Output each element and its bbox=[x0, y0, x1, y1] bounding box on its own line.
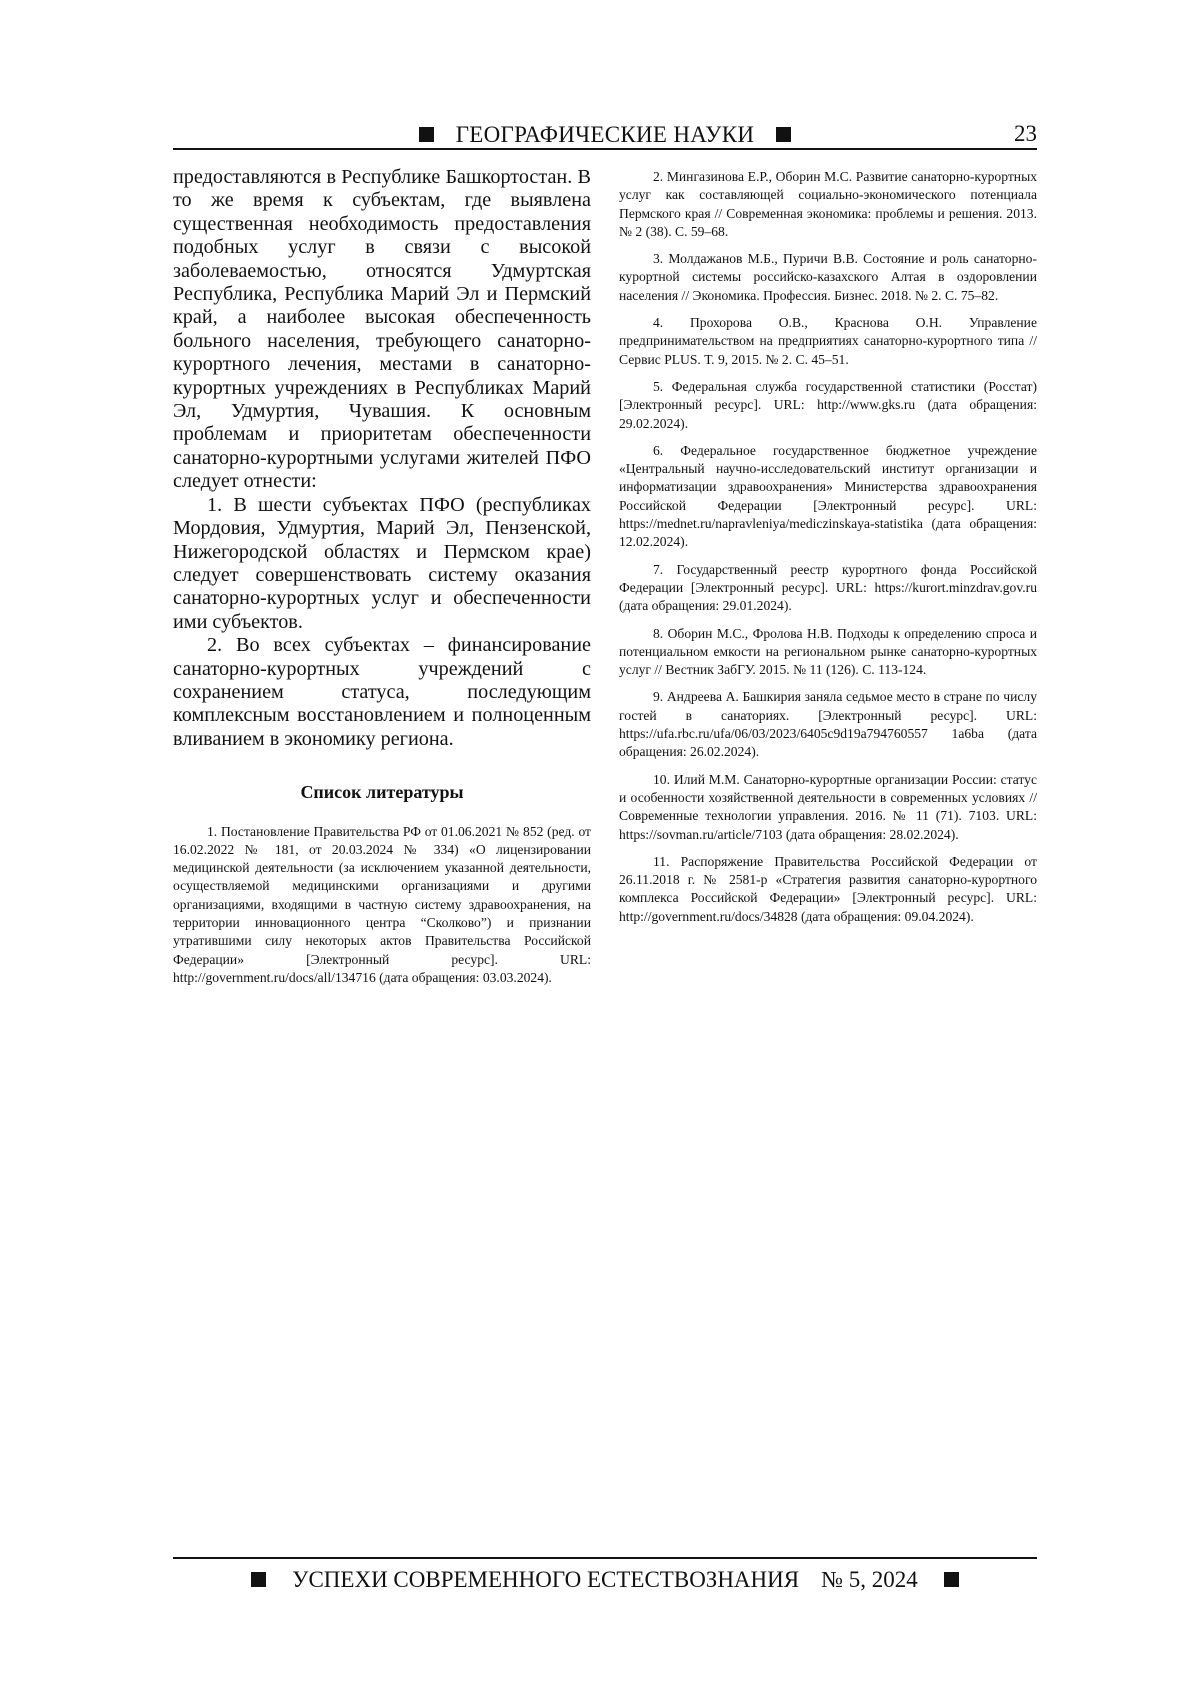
journal-title: УСПЕХИ СОВРЕМЕННОГО ЕСТЕСТВОЗНАНИЯ bbox=[292, 1567, 800, 1592]
running-header bbox=[173, 118, 1037, 150]
footer-line bbox=[173, 1567, 1037, 1593]
reference-item: 7. Государственный реестр курортного фонда Российской Федерации [Электронный ресурс]. URL: https://kurort.minzdrav.gov.ru (дата обращения: 29.01.2024). bbox=[619, 561, 1037, 614]
reference-item: 6. Федеральное государственное бюджетное учреждение «Центральный научно-исследовательский институт организации и информатизации здравоохранения» Министерства здравоохранения Российской Федерации [Электронный ресурс]. URL: https://mednet.ru/napravleniya/mediczinskaya-statistika (дата обращения: 12.02.2024). bbox=[619, 442, 1037, 550]
section-title: ГЕОГРАФИЧЕСКИЕ НАУКИ bbox=[455, 122, 755, 147]
reference-item: 4. Прохорова О.В., Краснова О.Н. Управление предпринимательством на предприятиях санаторно-курортного типа // Сервис PLUS. Т. 9, 2015. № 2. С. 45–51. bbox=[619, 315, 1037, 367]
square-bullet-icon bbox=[944, 1572, 959, 1587]
running-footer bbox=[173, 1557, 1037, 1593]
square-bullet-icon bbox=[776, 127, 791, 142]
reference-item: 1. Постановление Правительства РФ от 01.06.2021 № 852 (ред. от 16.02.2022 № 181, от 20.03.2024 № 334) «О лицензировании медицинской деятельности (за исключением указанной деятельности, осуществляемой медицинскими организациями и другими организациями, входящими в частную систему здравоохранения, на территории инновационного центра “Сколково”) и признании утратившими силу некоторых актов Правительства Российской Федерации» [Электронный ресурс]. URL: http://government.ru/docs/all/134716 (дата обращения: 03.03.2024). bbox=[173, 823, 591, 985]
body-paragraph: 2. Во всех субъектах – финансирование санаторно-курортных учреждений с сохранением статуса, последующим комплексным восстановлением и полноценным вливанием в экономику региона. bbox=[173, 634, 591, 750]
reference-item: 8. Оборин М.С., Фролова Н.В. Подходы к определению спроса и потенциальном емкости на региональном рынке санаторно-курортных услуг // Вестник ЗабГУ. 2015. № 11 (126). С. 113-124. bbox=[619, 625, 1037, 678]
square-bullet-icon bbox=[419, 127, 434, 142]
reference-item: 3. Молдажанов М.Б., Пуричи В.В. Состояние и роль санаторно-курортной системы российско-казахского Алтая в оздоровлении населения // Экономика. Профессия. Бизнес. 2018. № 2. С. 75–82. bbox=[619, 251, 1037, 303]
reference-item: 5. Федеральная служба государственной статистики (Росстат) [Электронный ресурс]. URL: http://www.gks.ru (дата обращения: 29.02.2024). bbox=[619, 378, 1037, 431]
body-paragraph: предоставляются в Республике Башкортостан. В то же время к субъектам, где выявлена существенная необходимость предоставления подобных услуг в связи с высокой заболеваемостью, относятся Удмуртская Республика, Республика Марий Эл и Пермский край, а наиболее высокая обеспеченность больного населения, требующего санаторно-курортного лечения, местами в санаторно-курортных учреждениях в Республиках Марий Эл, Удмуртия, Чувашия. К основным проблемам и приоритетам обеспеченности санаторно-курортными услугами жителей ПФО следует отнести: bbox=[173, 166, 591, 493]
body-paragraph: 1. В шести субъектах ПФО (республиках Мордовия, Удмуртия, Марий Эл, Пензенской, Нижегородской областях и Пермском крае) следует совершенствовать систему оказания санаторно-курортных услуг и обеспеченности ими субъектов. bbox=[173, 493, 591, 633]
reference-item: 10. Илий М.М. Санаторно-курортные организации России: статус и особенности хозяйственной деятельности в современных условиях // Современные технологии управления. 2016. № 11 (71). 7103. URL: https://sovman.ru/article/7103 (дата обращения: 28.02.2024). bbox=[619, 771, 1037, 842]
left-column bbox=[173, 166, 591, 987]
page-number: 23 bbox=[1014, 121, 1037, 146]
reference-item: 9. Андреева А. Башкирия заняла седьмое место в стране по числу гостей в санаториях. [Электронный ресурс]. URL: https://ufa.rbc.ru/ufa/06/03/2023/6405c9d19a794760557 1a6ba (дата обращения: 26.02.2024). bbox=[619, 689, 1037, 760]
issue-number: № 5, 2024 bbox=[821, 1567, 918, 1592]
header-section bbox=[173, 122, 1037, 148]
references-title: Список литературы bbox=[300, 782, 464, 803]
square-bullet-icon bbox=[251, 1572, 266, 1587]
reference-item: 11. Распоряжение Правительства Российской Федерации от 26.11.2018 г. № 2581-р «Стратегия развития санаторно-курортного комплекса Российской Федерации» [Электронный ресурс]. URL: http://government.ru/docs/34828 (дата обращения: 09.04.2024). bbox=[619, 853, 1037, 924]
reference-item: 2. Мингазинова Е.Р., Оборин М.С. Развитие санаторно-курортных услуг как составляющей социально-экономического потенциала Пермского края // Современная экономика: проблемы и решения. 2013. № 2 (38). С. 59–68. bbox=[619, 169, 1037, 239]
right-column bbox=[619, 168, 1037, 935]
